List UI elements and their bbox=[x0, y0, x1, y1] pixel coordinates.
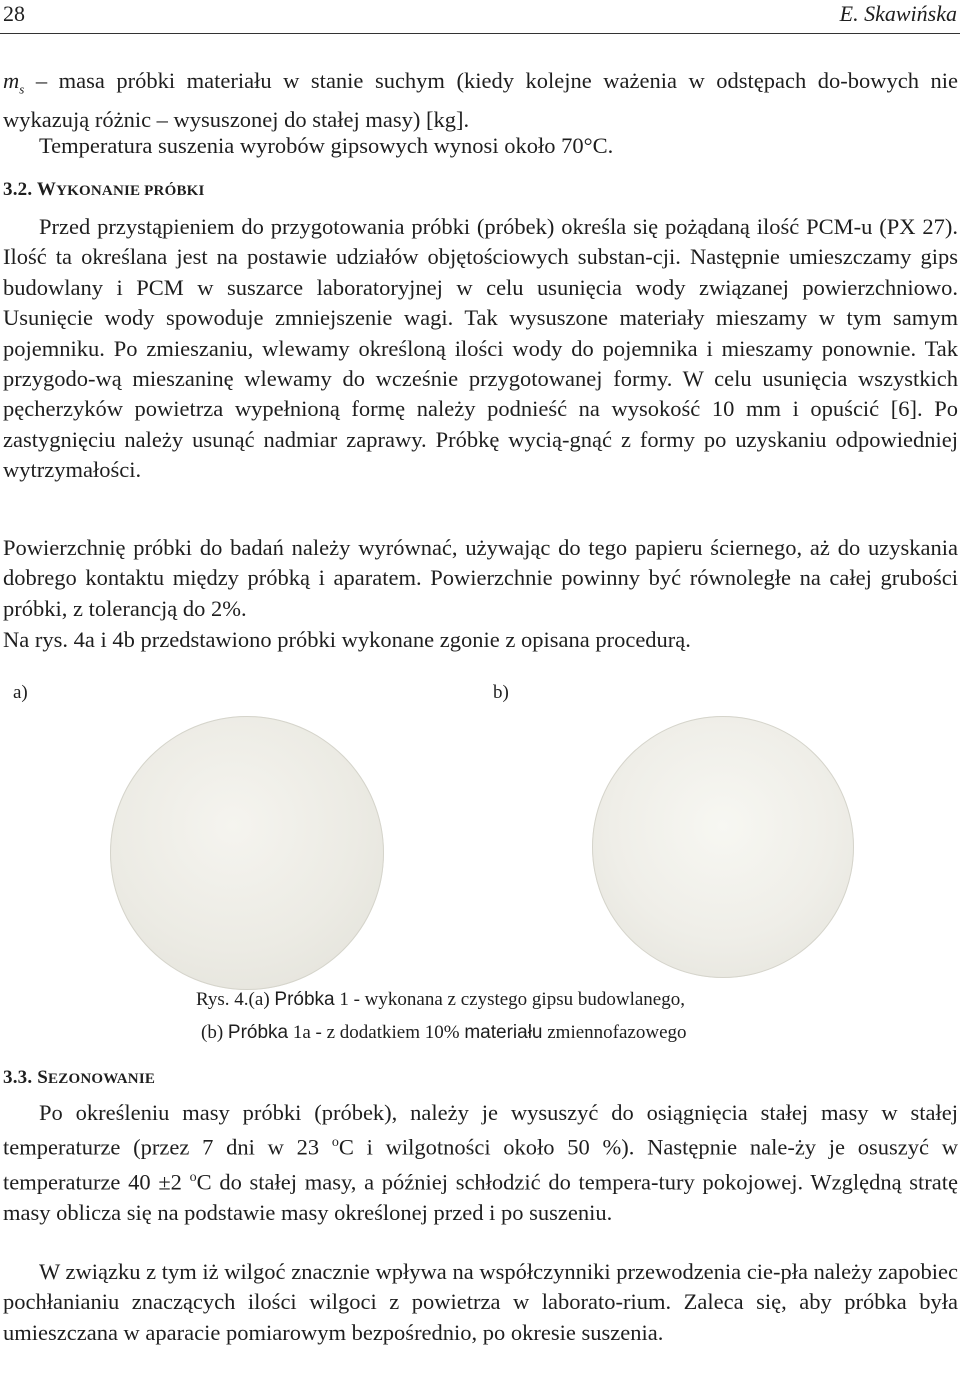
sample-photo-b bbox=[592, 716, 854, 978]
figure-caption-line-2: (b) Próbka 1a - z dodatkiem 10% materiału zmiennofazowego bbox=[201, 1022, 687, 1043]
ms-symbol: m bbox=[3, 68, 20, 93]
header-rule bbox=[0, 33, 960, 34]
ms-definition-text: – masa próbki materiału w stanie suchym (kiedy kolejne ważenia w odstępach do-bowych nie wykazują różnic – wysuszonej do stałej masy) [kg]. bbox=[3, 68, 958, 132]
ms-subscript: s bbox=[19, 81, 25, 97]
section-3-3-paragraph-1: Po określeniu masy próbki (próbek), należy je wysuszyć do osiągnięcia stałej masy w stałej temperaturze (przez 7 dni w 23 $^o$C i wilgotności około 50 %). Następnie nale-ży je osuszyć w temperaturze 40 ±2 $^o$C do stałej masy, a później schłodzić do tempera-tury pokojowej. Względną stratę masy oblicza się na podstawie masy określonej przed i po suszeniu. bbox=[3, 1100, 958, 1226]
figure-caption-line-1: Rys. 4.(a) Próbka 1 - wykonana z czystego gipsu budowlanego, bbox=[196, 989, 685, 1010]
section-title-rest: EZONOWANIE bbox=[48, 1071, 156, 1087]
section-heading-3-3 bbox=[3, 1064, 155, 1093]
section-title-cap: W bbox=[36, 179, 57, 200]
page-number: 28 bbox=[3, 1, 25, 26]
figure-label-a: a) bbox=[13, 682, 28, 703]
section-3-3-paragraph-2: W związku z tym iż wilgoć znacznie wpływa na współczynniki przewodzenia cie-pła należy zapobiec pochłanianiu znaczących ilości wilgoci z powietrza w laborato-rium. Zaleca się, aby próbka była umieszczana w aparacie pomiarowym bezpośrednio, po okresie suszenia. bbox=[3, 1259, 958, 1345]
temperature-line: Temperatura suszenia wyrobów gipsowych wynosi około 70°C. bbox=[39, 133, 614, 158]
section-heading-3-2 bbox=[3, 176, 205, 205]
section-3-2-paragraph-1: Przed przystąpieniem do przygotowania próbki (próbek) określa się pożądaną ilość PCM-u (PX 27). Ilość ta określana jest na postawie udziałów objętościowych substan-cji. Następnie umieszczamy gips budowlany i PCM w suszarce laboratoryjnej w celu usunięcia wody związanej powierzchniowo. Usunięcie wody spowoduje zmniejszenie wagi. Tak wysuszone materiały mieszamy w tym samym pojemniku. Po zmieszaniu, wlewamy określoną ilości wody do pojemnika i mieszamy ponownie. Tak przygodo-wą mieszaninę wlewamy do wcześnie przygotowanej formy. W celu usunięcia wszystkich pęcherzyków powietrza wypełnioną formę należy podnieść na wysokość 10 mm i opuścić [6]. Po zastygnięciu należy usunąć nadmiar zaprawy. Próbkę wycią-gnąć z formy po uzyskaniu odpowiedniej wytrzymałości. bbox=[3, 214, 958, 483]
section-title-rest: YKONANIE PRÓBKI bbox=[56, 183, 205, 199]
running-author: E. Skawińska bbox=[839, 1, 957, 26]
section-3-2-paragraph-2: Powierzchnię próbki do badań należy wyrównać, używając do tego papieru ściernego, aż do uzyskania dobrego kontaktu między próbką i aparatem. Powierzchnie powinny być równoległe na całej grubości próbki, z tolerancją do 2%. bbox=[3, 535, 958, 621]
figure-label-b: b) bbox=[493, 682, 509, 703]
ms-definition bbox=[3, 66, 958, 135]
section-number: 3.3. bbox=[3, 1067, 33, 1088]
sample-photo-a bbox=[110, 716, 384, 990]
section-number: 3.2. bbox=[3, 179, 33, 200]
page-header bbox=[0, 0, 960, 30]
section-title-cap: S bbox=[37, 1067, 49, 1088]
section-3-2-paragraph-3: Na rys. 4a i 4b przedstawiono próbki wykonane zgonie z opisana procedurą. bbox=[3, 627, 691, 652]
